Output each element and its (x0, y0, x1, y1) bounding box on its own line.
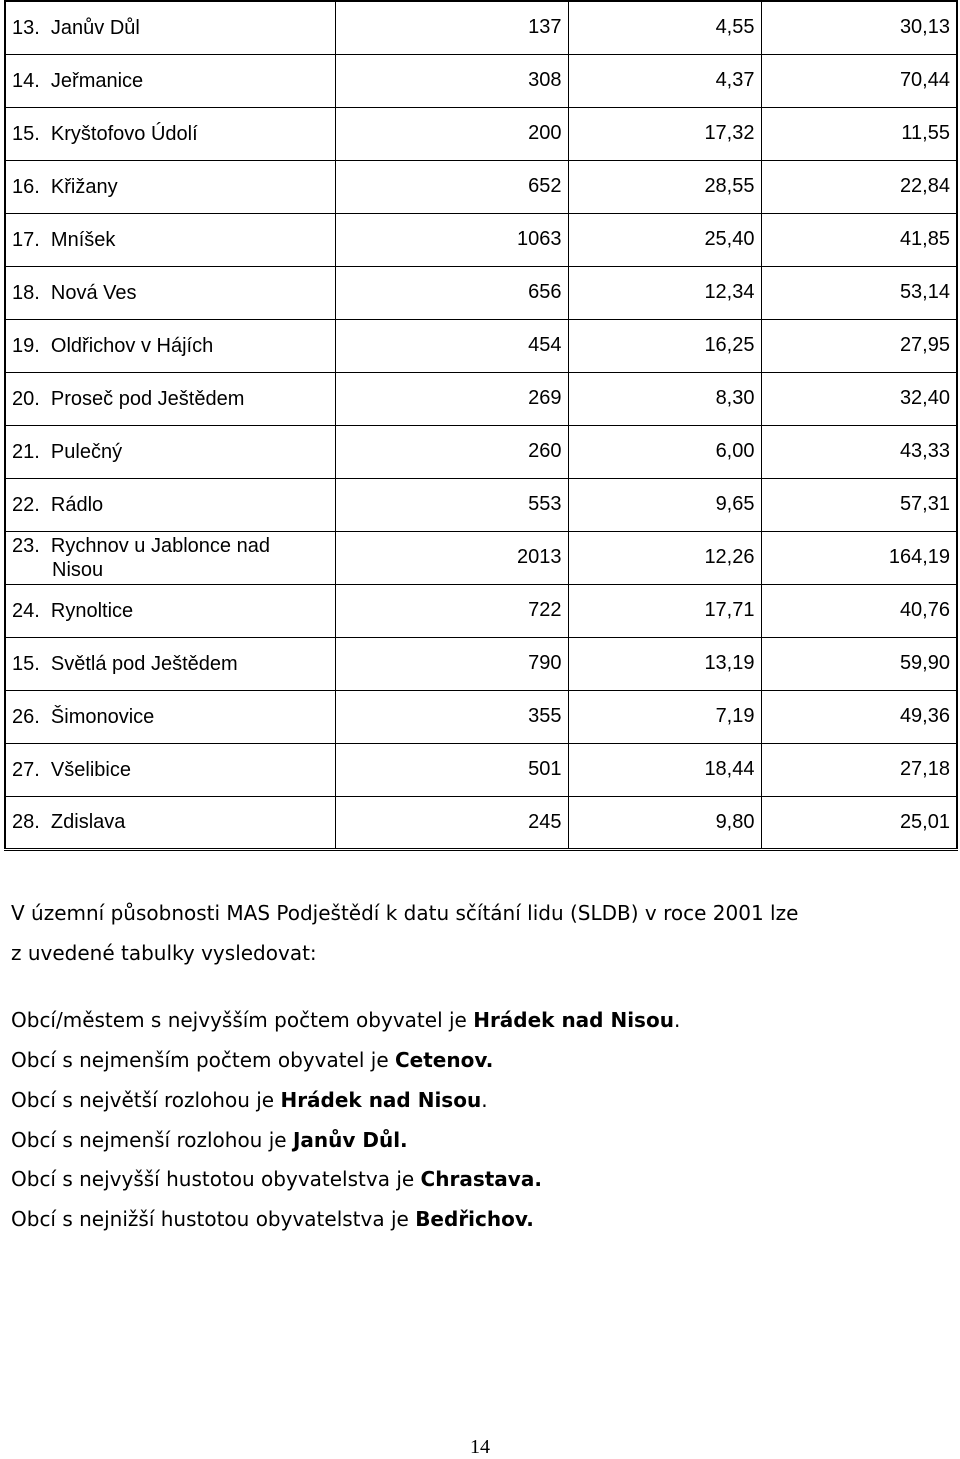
area-cell: 8,30 (568, 372, 761, 425)
municipality-table-body (5, 1, 957, 849)
municipality-name-cell (5, 213, 335, 266)
population-cell: 137 (335, 1, 568, 54)
density-cell: 53,14 (761, 266, 957, 319)
table-row (5, 796, 957, 849)
population-cell: 652 (335, 160, 568, 213)
density-cell: 70,44 (761, 54, 957, 107)
municipality-name-cell (5, 796, 335, 849)
municipality-name-cell (5, 372, 335, 425)
population-cell: 1063 (335, 213, 568, 266)
municipality-name-cell (5, 266, 335, 319)
municipality-name: 17. Mníšek (12, 228, 116, 251)
table-row (5, 319, 957, 372)
municipality-name-cell (5, 743, 335, 796)
population-cell: 2013 (335, 531, 568, 584)
intro-line-1: V územní působnosti MAS Podještědí k datu sčítání lidu (SLDB) v roce 2001 lze (11, 901, 799, 925)
municipality-name-cell (5, 531, 335, 584)
area-cell: 7,19 (568, 690, 761, 743)
area-cell: 25,40 (568, 213, 761, 266)
municipality-name: 15. Kryštofovo Údolí (12, 122, 198, 145)
municipality-name-cell (5, 54, 335, 107)
municipality-name-cell (5, 319, 335, 372)
area-cell: 28,55 (568, 160, 761, 213)
municipality-name: 26. Šimonovice (12, 705, 155, 728)
fact-highlight: Cetenov. (395, 1048, 494, 1072)
fact-highlight: Hrádek nad Nisou (280, 1088, 482, 1112)
fact-line (11, 1167, 542, 1191)
table-row (5, 690, 957, 743)
fact-suffix: . (673, 1008, 681, 1032)
municipality-name-cell (5, 160, 335, 213)
area-cell: 16,25 (568, 319, 761, 372)
municipality-name-cell (5, 690, 335, 743)
municipality-name-cell (5, 107, 335, 160)
area-cell: 13,19 (568, 637, 761, 690)
municipality-table (4, 0, 958, 851)
fact-highlight: Bedřichov. (415, 1207, 534, 1231)
table-row (5, 372, 957, 425)
fact-highlight: Hrádek nad Nisou (473, 1008, 674, 1032)
density-cell: 40,76 (761, 584, 957, 637)
municipality-name-cell (5, 637, 335, 690)
area-cell: 9,80 (568, 796, 761, 849)
population-cell: 553 (335, 478, 568, 531)
area-cell: 18,44 (568, 743, 761, 796)
municipality-name-continued: Nisou (52, 558, 104, 581)
fact-text: Obcí/městem s nejvyšším počtem obyvatel je (11, 1008, 474, 1032)
population-cell: 656 (335, 266, 568, 319)
municipality-name-cell (5, 425, 335, 478)
density-cell: 25,01 (761, 796, 957, 849)
municipality-name: 19. Oldřichov v Hájích (12, 334, 214, 357)
density-cell: 22,84 (761, 160, 957, 213)
table-row (5, 478, 957, 531)
municipality-name: 24. Rynoltice (12, 599, 134, 622)
density-cell: 49,36 (761, 690, 957, 743)
fact-text: Obcí s nejmenším počtem obyvatel je (11, 1048, 395, 1072)
municipality-name: 18. Nová Ves (12, 281, 137, 304)
municipality-name: 21. Pulečný (12, 440, 123, 463)
area-cell: 17,71 (568, 584, 761, 637)
fact-highlight: Chrastava. (420, 1167, 542, 1191)
density-cell: 57,31 (761, 478, 957, 531)
population-cell: 501 (335, 743, 568, 796)
table-row (5, 1, 957, 54)
density-cell: 43,33 (761, 425, 957, 478)
area-cell: 4,37 (568, 54, 761, 107)
municipality-name-cell (5, 1, 335, 54)
density-cell: 30,13 (761, 1, 957, 54)
density-cell: 11,55 (761, 107, 957, 160)
population-cell: 454 (335, 319, 568, 372)
page-number: 14 (470, 1436, 490, 1458)
fact-line (11, 1088, 488, 1112)
area-cell: 6,00 (568, 425, 761, 478)
municipality-name: 23. Rychnov u Jablonce nad (12, 534, 270, 557)
municipality-name: 16. Křižany (12, 175, 118, 198)
population-cell: 245 (335, 796, 568, 849)
area-cell: 12,26 (568, 531, 761, 584)
table-row (5, 637, 957, 690)
population-cell: 269 (335, 372, 568, 425)
municipality-name: 20. Proseč pod Ještědem (12, 387, 245, 410)
fact-text: Obcí s nejnižší hustotou obyvatelstva je (11, 1207, 416, 1231)
table-row (5, 743, 957, 796)
fact-suffix: . (481, 1088, 488, 1112)
area-cell: 4,55 (568, 1, 761, 54)
density-cell: 41,85 (761, 213, 957, 266)
fact-line (11, 1207, 534, 1231)
municipality-name: 13. Janův Důl (12, 16, 140, 39)
density-cell: 59,90 (761, 637, 957, 690)
fact-line (11, 1048, 493, 1072)
table-row (5, 425, 957, 478)
population-cell: 200 (335, 107, 568, 160)
municipality-name-cell (5, 478, 335, 531)
area-cell: 17,32 (568, 107, 761, 160)
density-cell: 27,95 (761, 319, 957, 372)
population-cell: 308 (335, 54, 568, 107)
fact-text: Obcí s nejvyšší hustotou obyvatelstva je (11, 1167, 421, 1191)
table-row (5, 213, 957, 266)
table-row (5, 54, 957, 107)
municipality-name-cell (5, 584, 335, 637)
municipality-name: 22. Rádlo (12, 493, 104, 516)
municipality-name: 27. Všelibice (12, 758, 131, 781)
table-row (5, 584, 957, 637)
municipality-name: 15. Světlá pod Ještědem (12, 652, 238, 675)
table-row (5, 107, 957, 160)
table-row (5, 266, 957, 319)
table-row (5, 531, 957, 584)
municipality-name: 14. Jeřmanice (12, 69, 144, 92)
municipality-name: 28. Zdislava (12, 811, 126, 833)
population-cell: 355 (335, 690, 568, 743)
population-cell: 790 (335, 637, 568, 690)
density-cell: 164,19 (761, 531, 957, 584)
population-cell: 260 (335, 425, 568, 478)
fact-text: Obcí s největší rozlohou je (11, 1088, 281, 1112)
population-cell: 722 (335, 584, 568, 637)
fact-text: Obcí s nejmenší rozlohou je (11, 1128, 293, 1152)
density-cell: 32,40 (761, 372, 957, 425)
density-cell: 27,18 (761, 743, 957, 796)
fact-line (11, 1128, 408, 1152)
fact-line (11, 1008, 680, 1032)
fact-highlight: Janův Důl. (292, 1128, 408, 1152)
area-cell: 9,65 (568, 478, 761, 531)
table-row (5, 160, 957, 213)
area-cell: 12,34 (568, 266, 761, 319)
intro-line-2: z uvedené tabulky vysledovat: (11, 941, 317, 965)
